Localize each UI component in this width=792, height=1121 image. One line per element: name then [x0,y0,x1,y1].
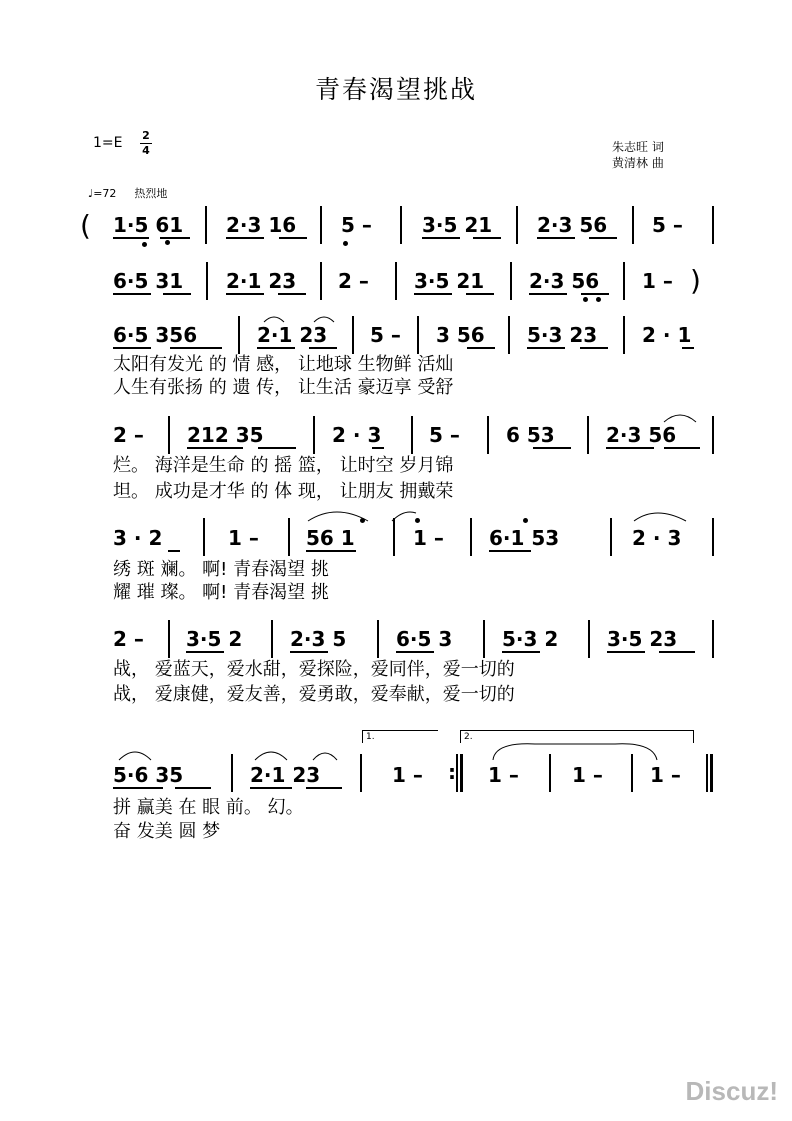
measure-1-2: 2·3 16 [226,213,297,237]
watermark: Discuz! [685,1076,778,1106]
measure-7-6: 1 – [650,763,681,787]
measure-4-3: 2 · 3 [332,423,382,447]
beam-underline [113,787,163,789]
measure-5-4: 1 – [413,526,444,550]
beam-underline [489,550,531,552]
composer-credit: 黄清林 曲 [612,156,664,170]
tempo-marking [88,185,185,201]
beam-underline [226,293,264,295]
bar-line [588,620,590,658]
beam-underline [580,347,608,349]
measure-7-3: 1 – [392,763,423,787]
beam-underline [163,293,191,295]
beam-underline [186,651,224,653]
beam-underline [422,237,460,239]
beam-underline [113,237,149,239]
slur-mark [662,408,702,424]
measure-5-1: 3 · 2 [113,526,163,550]
lyric-7-verse2: 奋 发美 圆 梦 [113,821,221,842]
beam-underline [537,237,575,239]
repeat-close-paren: ) [690,264,701,297]
measure-5-2: 1 – [228,526,259,550]
beam-underline [466,293,494,295]
measure-1-3: 5 – [341,213,372,237]
beam-underline [529,293,567,295]
bar-line [238,316,240,354]
measure-2-5: 2·3 56 [529,269,600,293]
bar-line [313,416,315,454]
beam-underline [414,293,452,295]
bar-line [320,262,322,300]
beam-underline [290,651,328,653]
lower-octave-dot [583,297,588,302]
measure-2-1: 6·5 31 [113,269,184,293]
beam-underline [187,447,243,449]
measure-4-6: 2·3 56 [606,423,677,447]
measure-5-5: 6·1 53 [489,526,560,550]
bar-line [352,316,354,354]
beam-underline [372,447,384,449]
measure-3-3: 5 – [370,323,401,347]
beam-underline [113,347,151,349]
lower-octave-dot [142,242,147,247]
tempo-style: 热烈地 [134,187,168,200]
tempo-value: ♩=72 [88,187,117,200]
bar-line [168,620,170,658]
measure-6-2: 3·5 2 [186,627,243,651]
measure-3-1: 6·5 356 [113,323,198,347]
bar-line [712,620,714,658]
measure-3-4: 3 56 [436,323,485,347]
measure-6-3: 2·3 5 [290,627,347,651]
lyric-6-verse2: 战， 爱康健，爱友善，爱勇敢，爱奉献，爱一切的 [113,684,515,705]
lyricist-credit: 朱志旺 词 [612,140,664,154]
beam-underline [607,651,645,653]
bar-line [487,416,489,454]
lyric-3-verse1: 太阳有发光 的 情 感， 让地球 生物鲜 活灿 [113,354,454,375]
song-title: 青春渴望挑战 [314,75,477,104]
repeat-dots: : [448,760,456,784]
measure-2-3: 2 – [338,269,369,293]
lyric-4-verse1: 烂。 海洋是生命 的 摇 篮， 让时空 岁月锦 [113,455,454,476]
bar-line [417,316,419,354]
measure-5-3: 56 1 [306,526,355,550]
lower-octave-dot [343,241,348,246]
repeat-open-paren: ( [80,209,91,242]
bar-line [632,206,634,244]
beam-underline [258,447,296,449]
bar-line [483,620,485,658]
beam-underline [226,237,264,239]
measure-2-4: 3·5 21 [414,269,485,293]
bar-line [587,416,589,454]
beam-underline [160,237,190,239]
beam-underline [175,787,211,789]
bar-line [377,620,379,658]
measure-1-6: 5 – [652,213,683,237]
measure-3-5: 5·3 23 [527,323,598,347]
lower-octave-dot [596,297,601,302]
beam-underline [309,347,337,349]
beam-underline [396,651,434,653]
measure-6-5: 5·3 2 [502,627,559,651]
measure-4-2: 212 35 [187,423,264,447]
beam-underline [250,787,292,789]
bar-line [712,416,714,454]
beam-underline [527,347,565,349]
beam-underline [170,347,222,349]
bar-line [168,416,170,454]
measure-7-4: 1 – [488,763,519,787]
bar-line [516,206,518,244]
bar-line [203,518,205,556]
measure-3-2: 2·1 23 [257,323,328,347]
bar-line [400,206,402,244]
beam-underline [589,237,617,239]
measure-7-2: 2·1 23 [250,763,321,787]
beam-underline [581,293,609,295]
measure-2-2: 2·1 23 [226,269,297,293]
volta-1: 1. [362,730,438,743]
beam-underline [502,651,540,653]
slur-ties [115,740,715,764]
lyric-6-verse1: 战， 爱蓝天，爱水甜，爱探险，爱同伴，爱一切的 [113,659,515,680]
volta-2: 2. [460,730,694,743]
beam-underline [467,347,495,349]
bar-line [623,316,625,354]
lyric-5-verse1: 绣 斑 斓。 啊! 青春渴望 挑 [113,559,329,580]
bar-line [393,518,395,556]
beam-underline [257,347,295,349]
time-signature: 2 4 [140,130,152,157]
measure-1-1: 1·5 61 [113,213,184,237]
measure-6-6: 3·5 23 [607,627,678,651]
beam-underline [113,293,151,295]
measure-5-6: 2 · 3 [632,526,682,550]
bar-line [508,316,510,354]
measure-6-4: 6·5 3 [396,627,453,651]
bar-line [395,262,397,300]
beam-underline [606,447,654,449]
beam-underline [664,447,700,449]
bar-line [610,518,612,556]
slur-marks [260,310,350,324]
lyric-3-verse2: 人生有张扬 的 遗 传， 让生活 豪迈享 受舒 [113,377,454,398]
measure-7-1: 5·6 35 [113,763,184,787]
key-signature: 1=E [93,135,123,151]
beam-underline [306,787,342,789]
bar-line [712,518,714,556]
beam-underline [659,651,695,653]
bar-line [288,518,290,556]
beam-underline [473,237,501,239]
measure-3-6: 2 · 1 [642,323,692,347]
beam-underline [279,237,307,239]
bar-line [470,518,472,556]
bar-line [712,206,714,244]
bar-line [510,262,512,300]
measure-7-5: 1 – [572,763,603,787]
beam-underline [168,550,180,552]
bar-line [411,416,413,454]
lyric-7-verse1: 拼 赢美 在 眼 前。 幻。 [113,797,304,818]
bar-line [206,262,208,300]
measure-2-6: 1 – [642,269,673,293]
bar-line [320,206,322,244]
lyric-4-verse2: 坦。 成功是才华 的 体 现， 让朋友 拥戴荣 [113,481,454,502]
lyric-5-verse2: 耀 璀 璨。 啊! 青春渴望 挑 [113,582,329,603]
lower-octave-dot [165,240,170,245]
beam-underline [306,550,356,552]
bar-line [623,262,625,300]
bar-line [205,206,207,244]
measure-4-1: 2 – [113,423,144,447]
beam-underline [533,447,571,449]
measure-1-4: 3·5 21 [422,213,493,237]
beam-underline [682,347,694,349]
beam-underline [278,293,306,295]
slur-marks [304,503,704,523]
measure-6-1: 2 – [113,627,144,651]
measure-4-4: 5 – [429,423,460,447]
measure-1-5: 2·3 56 [537,213,608,237]
bar-line [271,620,273,658]
measure-4-5: 6 53 [506,423,555,447]
